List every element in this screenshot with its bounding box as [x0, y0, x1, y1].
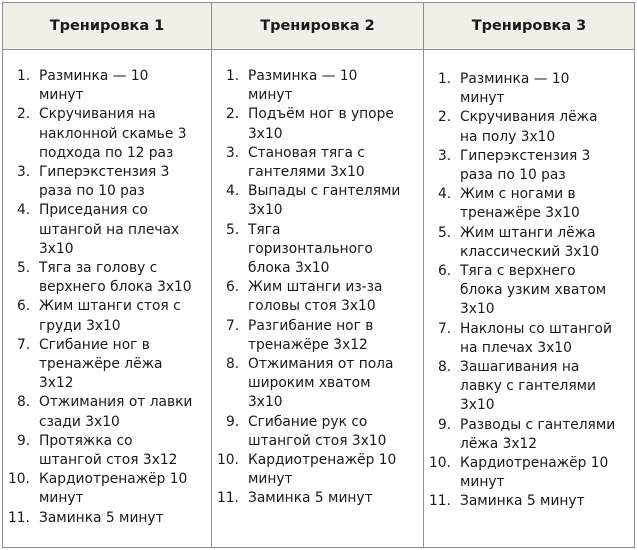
- item-text-line: на плечах 3х10: [460, 339, 572, 356]
- item-text-line: Наклоны со штангой: [460, 320, 612, 337]
- exercise-item: [3, 509, 211, 528]
- exercise-item: [3, 105, 211, 163]
- item-number: 5.: [438, 224, 452, 241]
- item-text-line: классический 3х10: [460, 243, 600, 260]
- exercise-item: [3, 259, 211, 297]
- item-number: 8.: [17, 394, 31, 411]
- item-number: 7.: [226, 317, 240, 334]
- exercise-item: [424, 454, 634, 492]
- item-text-line: Заминка 5 минут: [39, 509, 164, 526]
- item-number: 6.: [17, 298, 31, 315]
- item-text-line: Тяга с верхнего: [460, 263, 576, 280]
- item-number: 9.: [17, 432, 31, 449]
- exercise-item: [212, 278, 423, 316]
- exercise-item: [3, 470, 211, 508]
- item-text-line: лавку с гантелями: [460, 378, 597, 395]
- item-text-line: Разминка — 10: [460, 71, 570, 87]
- item-text-line: сзади 3х10: [39, 413, 120, 430]
- workout-table: [2, 2, 635, 548]
- item-number: 4.: [226, 183, 240, 200]
- exercise-item: [424, 147, 634, 185]
- item-text-line: Сгибание ног в: [39, 336, 150, 353]
- item-text-line: минут: [39, 490, 84, 507]
- header-workout-2: Тренировка 2: [260, 18, 375, 34]
- exercise-item: [424, 262, 634, 320]
- exercise-item: [3, 432, 211, 470]
- item-text-line: Подъём ног в упоре: [248, 106, 394, 123]
- exercise-item: [424, 320, 634, 358]
- item-text-line: 3х10: [248, 125, 283, 142]
- exercise-item: [212, 144, 423, 182]
- item-text-line: наклонной скамье 3: [39, 125, 187, 142]
- item-number: 9.: [438, 416, 452, 433]
- item-text-line: Разминка — 10: [39, 68, 149, 84]
- item-text-line: Жим штанги из-за: [248, 279, 383, 296]
- item-text-line: Приседания со: [39, 202, 148, 219]
- item-text-line: Жим с ногами в: [460, 186, 576, 203]
- item-number: 11.: [217, 490, 239, 507]
- exercise-item: [3, 297, 211, 335]
- exercise-item: [3, 67, 211, 105]
- item-text-line: тренажёре 3х10: [460, 205, 580, 222]
- item-text-line: штангой стоя 3х10: [248, 432, 387, 449]
- exercise-item: [212, 355, 423, 413]
- exercise-item: [212, 489, 423, 508]
- exercise-item: [212, 105, 423, 143]
- header-workout-1: Тренировка 1: [49, 18, 165, 34]
- item-number: 4.: [17, 202, 31, 219]
- item-text-line: Гиперэкстензия 3: [460, 147, 591, 164]
- item-number: 3.: [226, 144, 240, 161]
- item-number: 5.: [17, 260, 31, 277]
- workout-1-list: [3, 49, 211, 547]
- item-text-line: Кардиотренажёр 10: [248, 452, 397, 469]
- exercise-item: [212, 67, 423, 105]
- item-number: 2.: [226, 106, 240, 123]
- item-text-line: гантелями 3х10: [248, 164, 365, 181]
- item-text-line: лёжа 3х12: [460, 435, 538, 452]
- item-text-line: Тяга за голову с: [39, 260, 158, 277]
- item-text-line: тренажёре лёжа: [39, 356, 163, 373]
- item-text-line: Отжимания от пола: [248, 356, 394, 373]
- item-text-line: Скручивания на: [39, 106, 156, 123]
- item-number: 1.: [438, 71, 452, 87]
- exercise-item: [424, 358, 634, 416]
- item-number: 5.: [226, 221, 240, 238]
- item-text-line: Кардиотренажёр 10: [460, 455, 609, 472]
- item-text-line: штангой стоя 3х12: [39, 452, 178, 469]
- item-number: 8.: [226, 356, 240, 373]
- item-text-line: 3х12: [39, 375, 74, 392]
- exercise-item: [3, 201, 211, 259]
- item-text-line: Отжимания от лавки: [39, 394, 193, 411]
- item-text-line: Разгибание ног в: [248, 317, 374, 334]
- item-text-line: Разминка — 10: [248, 68, 358, 84]
- item-text-line: на полу 3х10: [460, 128, 556, 145]
- exercise-item: [424, 224, 634, 262]
- item-text-line: Зашагивания на: [460, 359, 580, 376]
- item-number: 8.: [438, 359, 452, 376]
- item-number: 7.: [17, 336, 31, 353]
- item-text-line: Жим штанги лёжа: [460, 224, 596, 241]
- item-text-line: тренажёре 3х12: [248, 336, 368, 353]
- item-text-line: минут: [248, 87, 293, 104]
- item-text-line: Сгибание рук со: [248, 413, 368, 430]
- item-number: 10.: [217, 452, 239, 469]
- item-number: 10.: [8, 471, 30, 488]
- item-text-line: блока узким хватом: [460, 282, 607, 299]
- item-number: 1.: [17, 68, 31, 84]
- exercise-item: [424, 416, 634, 454]
- item-text-line: груди 3х10: [39, 317, 121, 334]
- workout-2-list: [212, 49, 423, 547]
- table-header-row: [3, 3, 634, 50]
- item-text-line: 3х10: [39, 240, 74, 257]
- item-text-line: минут: [39, 87, 84, 104]
- item-text-line: Скручивания лёжа: [460, 109, 598, 126]
- item-text-line: подхода по 12 раз: [39, 144, 174, 161]
- exercise-item: [424, 185, 634, 223]
- exercise-item: [424, 70, 634, 108]
- item-text-line: головы стоя 3х10: [248, 298, 376, 315]
- item-text-line: раза по 10 раз: [39, 183, 145, 200]
- item-text-line: 3х10: [460, 397, 495, 414]
- item-number: 11.: [429, 493, 451, 510]
- item-text-line: Жим штанги стоя с: [39, 298, 181, 315]
- item-text-line: Заминка 5 минут: [460, 493, 585, 510]
- item-text-line: минут: [248, 471, 293, 488]
- exercise-item: [424, 108, 634, 146]
- item-text-line: штангой на плечах: [39, 221, 180, 238]
- item-text-line: 3х10: [460, 301, 495, 318]
- item-text-line: минут: [460, 474, 505, 491]
- item-text-line: блока 3х10: [248, 260, 330, 277]
- item-text-line: Протяжка со: [39, 432, 133, 449]
- exercise-item: [424, 492, 634, 511]
- exercise-item: [212, 451, 423, 489]
- item-number: 1.: [226, 68, 240, 84]
- item-number: 6.: [226, 279, 240, 296]
- item-text-line: Тяга: [248, 221, 281, 238]
- item-number: 7.: [438, 320, 452, 337]
- exercise-item: [212, 182, 423, 220]
- header-workout-3: Тренировка 3: [471, 18, 587, 34]
- item-number: 6.: [438, 263, 452, 280]
- exercise-item: [3, 336, 211, 394]
- exercise-item: [212, 413, 423, 451]
- workout-3-list: [424, 49, 634, 547]
- item-number: 10.: [429, 455, 451, 472]
- item-number: 9.: [226, 413, 240, 430]
- item-number: 2.: [438, 109, 452, 126]
- item-text-line: 3х10: [248, 394, 283, 411]
- exercise-item: [212, 221, 423, 279]
- item-text-line: Разводы с гантелями: [460, 416, 616, 433]
- item-text-line: 3х10: [248, 202, 283, 219]
- item-text-line: широким хватом: [248, 375, 371, 392]
- item-text-line: верхнего блока 3х10: [39, 279, 192, 296]
- item-text-line: Становая тяга с: [248, 144, 365, 161]
- item-number: 3.: [17, 164, 31, 181]
- item-text-line: горизонтального: [248, 240, 373, 257]
- item-number: 11.: [8, 509, 30, 526]
- item-text-line: раза по 10 раз: [460, 167, 566, 184]
- exercise-item: [3, 163, 211, 201]
- item-text-line: Кардиотренажёр 10: [39, 471, 188, 488]
- exercise-item: [212, 317, 423, 355]
- item-text-line: минут: [460, 90, 505, 107]
- item-number: 2.: [17, 106, 31, 123]
- item-text-line: Выпады с гантелями: [248, 183, 401, 200]
- item-number: 3.: [438, 147, 452, 164]
- item-text-line: Заминка 5 минут: [248, 490, 373, 507]
- item-text-line: Гиперэкстензия 3: [39, 164, 170, 181]
- item-number: 4.: [438, 186, 452, 203]
- exercise-item: [3, 393, 211, 431]
